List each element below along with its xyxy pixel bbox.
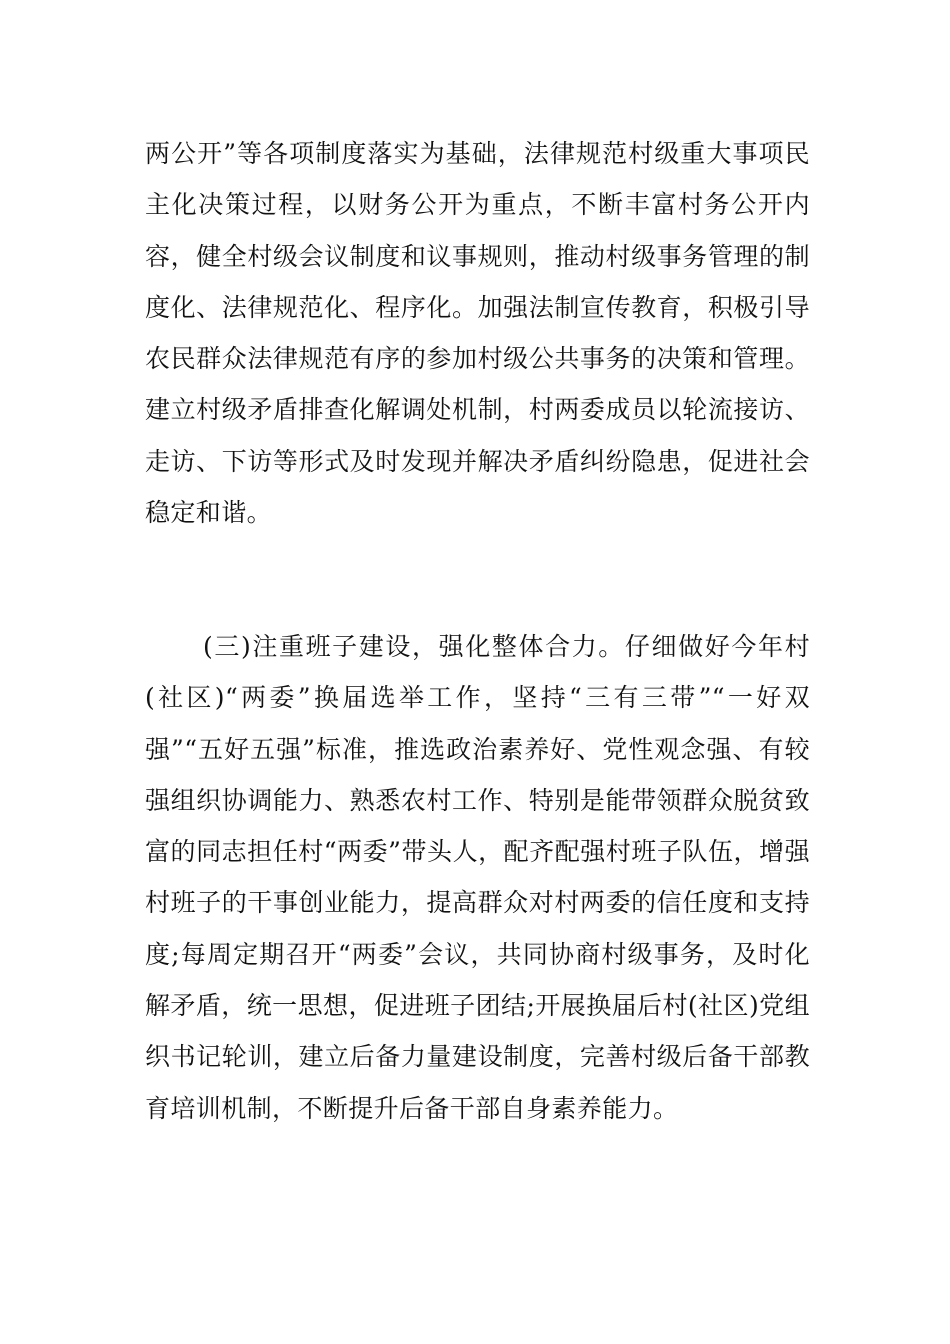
body-paragraph-1: 两公开”等各项制度落实为基础，法律规范村级重大事项民主化决策过程，以财务公开为重点，不断丰富村务公开内容，健全村级会议制度和议事规则，推动村级事务管理的制度化、法律规范化、程序化。加强法制宣传教育，积极引导农民群众法律规范有序的参加村级公共事务的决策和管理。建立村级矛盾排查化解调处机制，村两委成员以轮流接访、走访、下访等形式及时发现并解决矛盾纠纷隐患，促进社会稳定和谐。 bbox=[145, 139, 810, 528]
body-paragraph-2: (三)注重班子建设，强化整体合力。仔细做好今年村(社区)“两委”换届选举工作，坚持“三有三带”“一好双强”“五好五强”标准，推选政治素养好、党性观念强、有较强组织协调能力、熟悉农村工作、特别是能带领群众脱贫致富的同志担任村“两委”带头人，配齐配强村班子队伍，增强村班子的干事创业能力，提高群众对村两委的信任度和支持度;每周定期召开“两委”会议，共同协商村级事务，及时化解矛盾，统一思想，促进班子团结;开展换届后村(社区)党组织书记轮训，建立后备力量建设制度，完善村级后备干部教育培训机制，不断提升后备干部自身素养能力。 bbox=[145, 632, 810, 1123]
